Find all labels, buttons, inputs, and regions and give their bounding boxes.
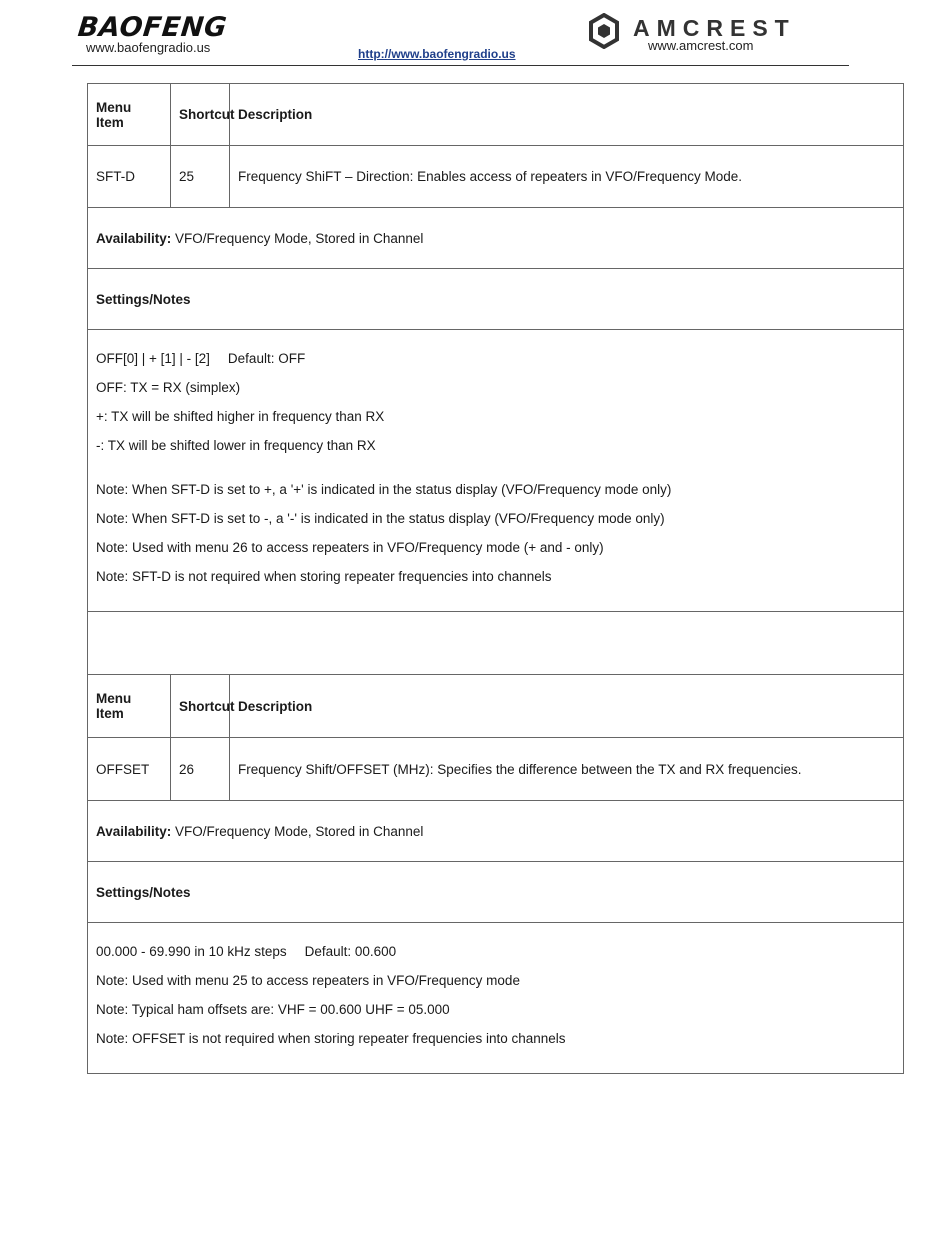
default-value: Default: 00.600 xyxy=(304,944,397,959)
note-line: Note: When SFT-D is set to +, a '+' is indicated in the status display (VFO/Frequency mode only) xyxy=(96,482,672,497)
spacer xyxy=(96,466,895,481)
description-header: Description xyxy=(230,675,904,738)
note-line: Note: Typical ham offsets are: VHF = 00.600 UHF = 05.000 xyxy=(96,1002,450,1017)
availability-row xyxy=(88,208,904,269)
settings-label: Settings/Notes xyxy=(88,862,904,923)
menu-item-header: Menu Item xyxy=(88,675,171,738)
website-link[interactable]: http://www.baofengradio.us xyxy=(358,47,516,61)
default-value: Default: OFF xyxy=(227,351,306,366)
note-line: Note: OFFSET is not required when storing repeater frequencies into channels xyxy=(96,1031,566,1046)
settings-line xyxy=(96,943,895,972)
amcrest-url: www.amcrest.com xyxy=(648,38,754,53)
availability-label: Availability: xyxy=(96,230,172,246)
note-line: Note: Used with menu 25 to access repeaters in VFO/Frequency mode xyxy=(96,973,520,988)
hexagon-icon xyxy=(588,13,620,49)
shortcut-header: Shortcut xyxy=(171,675,230,738)
shortcut-header: Shortcut xyxy=(171,84,230,146)
description-cell: Frequency ShiFT – Direction: Enables access of repeaters in VFO/Frequency Mode. xyxy=(230,146,904,208)
setting-description: -: TX will be shifted lower in frequency than RX xyxy=(96,438,376,453)
availability-value: VFO/Frequency Mode, Stored in Channel xyxy=(175,823,424,839)
menu-settings-table xyxy=(87,83,904,1074)
table-row xyxy=(88,738,904,801)
availability-cell xyxy=(88,801,904,862)
page-header xyxy=(0,0,950,70)
description-header: Description xyxy=(230,84,904,146)
baofeng-url: www.baofengradio.us xyxy=(86,40,211,55)
settings-line xyxy=(96,350,895,379)
baofeng-logo: BAOFENG xyxy=(76,12,229,43)
menu-item-cell: OFFSET xyxy=(88,738,171,801)
settings-values: 00.000 - 69.990 in 10 kHz steps xyxy=(96,944,287,959)
note-line: Note: When SFT-D is set to -, a '-' is indicated in the status display (VFO/Frequency mode only) xyxy=(96,511,665,526)
settings-header-row xyxy=(88,862,904,923)
settings-notes-cell xyxy=(88,923,904,1074)
table-header-row xyxy=(88,675,904,738)
table-row xyxy=(88,146,904,208)
menu-item-cell: SFT-D xyxy=(88,146,171,208)
description-cell: Frequency Shift/OFFSET (MHz): Specifies the difference between the TX and RX frequencies. xyxy=(230,738,904,801)
header-rule xyxy=(72,65,849,66)
note-line: Note: SFT-D is not required when storing repeater frequencies into channels xyxy=(96,569,552,584)
settings-notes-cell xyxy=(88,330,904,612)
settings-notes-row xyxy=(88,330,904,612)
setting-description: OFF: TX = RX (simplex) xyxy=(96,380,241,395)
blank-cell xyxy=(88,612,904,675)
note-line: Note: Used with menu 26 to access repeaters in VFO/Frequency mode (+ and - only) xyxy=(96,540,604,555)
settings-header-row xyxy=(88,269,904,330)
availability-label: Availability: xyxy=(96,823,172,839)
menu-item-header: Menu Item xyxy=(88,84,171,146)
amcrest-logo: AMCREST xyxy=(633,15,796,41)
blank-separator-row xyxy=(88,612,904,675)
settings-values: OFF[0] | + [1] | - [2] xyxy=(96,351,210,366)
availability-cell xyxy=(88,208,904,269)
availability-value: VFO/Frequency Mode, Stored in Channel xyxy=(175,230,424,246)
setting-description: +: TX will be shifted higher in frequency than RX xyxy=(96,409,385,424)
shortcut-cell: 26 xyxy=(171,738,230,801)
settings-label: Settings/Notes xyxy=(88,269,904,330)
shortcut-cell: 25 xyxy=(171,146,230,208)
table-header-row xyxy=(88,84,904,146)
availability-row xyxy=(88,801,904,862)
settings-notes-row xyxy=(88,923,904,1074)
